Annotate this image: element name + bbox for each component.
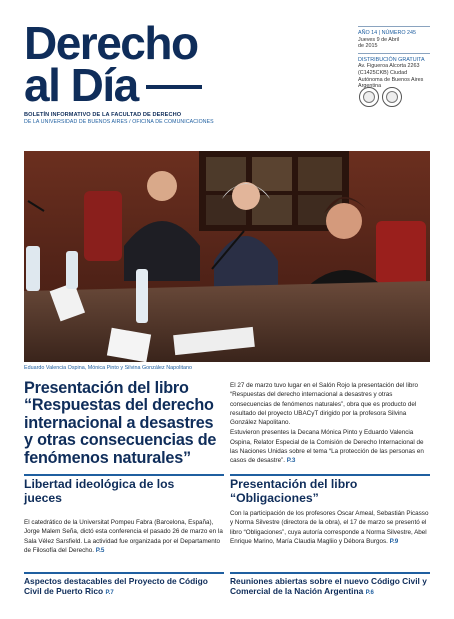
address-line-2: (C1425CKB) Ciudad — [358, 69, 408, 76]
address-line-4: Argentina — [358, 83, 382, 90]
lead-page-ref[interactable]: P.3 — [286, 457, 296, 465]
section-right-body — [230, 509, 430, 546]
issue-date-2: de 2015 — [358, 43, 378, 50]
issue-divider — [358, 26, 430, 27]
section-left-text: El catedrático de la Universitat Pompeu Fabra (Barcelona, España), Jorge Malem Seña, dictó esta conferencia el pasado 26 de marzo en la Sala Vélez Sarsfield. La actividad fue organizada por el Departamento de Filosofía del Derecho. — [24, 519, 223, 554]
masthead-logo — [24, 17, 202, 111]
bottom-left-page-ref[interactable]: P.7 — [105, 590, 114, 597]
section-right-title[interactable]: Presentación del libro “Obligaciones” — [230, 477, 358, 505]
university-seal-icon — [359, 87, 379, 107]
logo-line-2 — [24, 59, 202, 111]
photo-caption: Eduardo Valencia Ospina, Mónica Pinto y Silvina González Napolitano — [24, 365, 193, 371]
section-right-text: Con la participación de los profesores Oscar Ameal, Sebastián Picasso y Norma Silvestre (directora de la obra), el 17 de marzo se presentó el libro “Obligaciones”, cuya autoría corresponde a Norma Silvestre, Abel Enrique Marino, María Claudia Magliio y Débora Burgos. — [230, 510, 429, 545]
issue-divider-2 — [358, 53, 430, 54]
section-right-page-ref[interactable]: P.9 — [389, 537, 399, 545]
issue-info — [358, 26, 430, 90]
section-left-title[interactable]: Libertad ideológica de los jueces — [24, 477, 175, 505]
issue-date-1: Jueves 9 de Abril — [358, 36, 400, 43]
seals — [359, 87, 402, 107]
masthead-subtitle-2: DE LA UNIVERSIDAD DE BUENOS AIRES / OFICINA DE COMUNICACIONES — [24, 119, 214, 125]
section-left-page-ref[interactable]: P.5 — [95, 546, 105, 554]
section-left-body — [24, 518, 224, 555]
lead-paragraph-2-text: Estuvieron presentes la Decana Mónica Pinto y Eduardo Valencia Ospina, Relator Especial de la Comisión de Derecho Internacional de las Naciones Unidas sobre el tema “La protección de las personas en casos de desastre”. — [230, 429, 424, 465]
lead-paragraph-2 — [230, 428, 430, 465]
address-line-1: Av. Figueroa Alcorta 2263 — [358, 63, 420, 70]
address-line-3: Autónoma de Buenos Aires — [358, 76, 424, 83]
lead-article-title[interactable]: Presentación del libro “Respuestas del derecho internacional a desastres y otras consecuencias de fenómenos naturales” — [24, 379, 217, 467]
lead-article-body — [230, 381, 430, 467]
section-divider-left — [24, 474, 224, 476]
bottom-right-page-ref[interactable]: P.6 — [365, 590, 374, 597]
masthead-subtitle: BOLETÍN INFORMATIVO DE LA FACULTAD DE DERECHO — [24, 112, 182, 118]
event-photo-illustration — [24, 151, 430, 362]
faculty-seal-icon — [382, 87, 402, 107]
distribution-label: DISTRIBUCIÓN GRATUITA — [358, 56, 425, 63]
bottom-left-teaser[interactable] — [24, 576, 224, 598]
bottom-right-teaser[interactable] — [230, 576, 434, 598]
bottom-divider-left — [24, 572, 224, 574]
section-divider-right — [230, 474, 430, 476]
logo-line-2-text: al Día — [24, 59, 138, 111]
logo-line-1: Derecho — [24, 17, 198, 69]
event-photo — [24, 151, 430, 362]
bottom-divider-right — [230, 572, 430, 574]
logo-dash — [146, 85, 202, 89]
bottom-right-title: Reuniones abiertas sobre el nuevo Código Civil y Comercial de la Nación Argentina — [230, 576, 427, 597]
bottom-left-title: Aspectos destacables del Proyecto de Código Civil de Puerto Rico — [24, 576, 208, 597]
lead-paragraph-1: El 27 de marzo tuvo lugar en el Salón Rojo la presentación del libro “Respuestas del derecho internacional a desastres y otras consecuencias de fenómenos naturales”, obra que es producto del resultado del proyecto UBACyT dirigido por la profesora Silvina González Napolitano. — [230, 382, 418, 427]
issue-number: AÑO 14 | NÚMERO 245 — [358, 30, 417, 36]
